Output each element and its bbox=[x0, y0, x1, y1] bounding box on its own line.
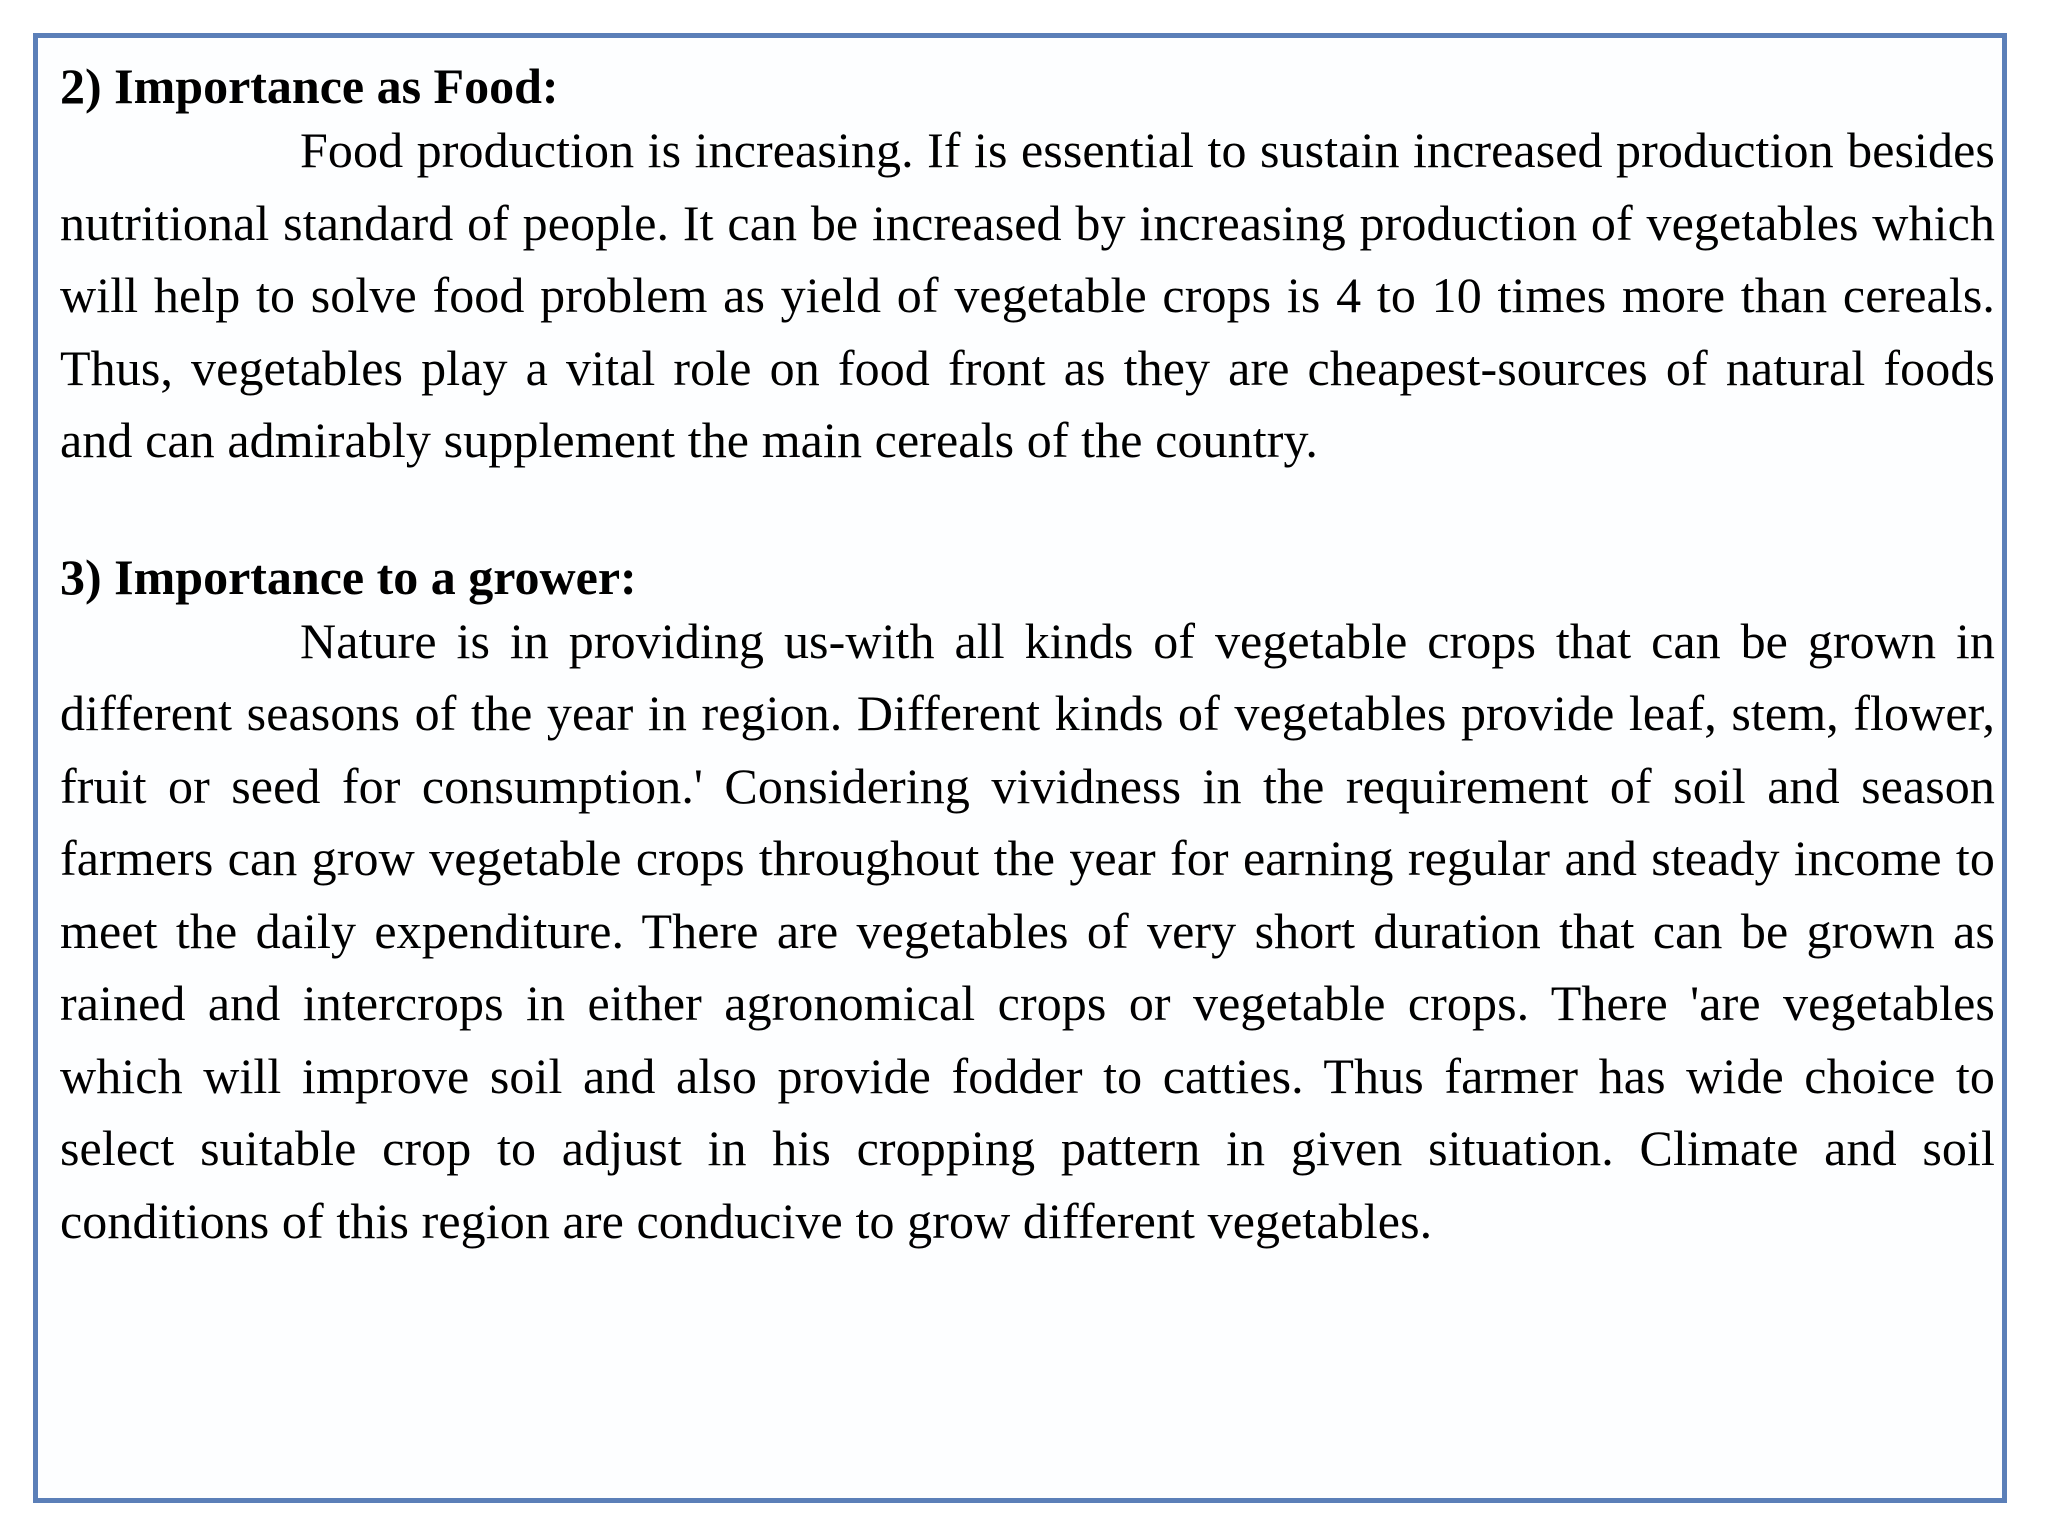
section-spacer bbox=[60, 477, 1995, 549]
document-body bbox=[60, 58, 1995, 1257]
section-importance-as-food bbox=[60, 58, 1995, 477]
document-frame bbox=[33, 33, 2007, 1503]
section-paragraph: Food production is increasing. If is essential to sustain increased production besides nutritional standard of people. It can be increased by increasing production of vegetables which will help to solve food problem as yield of vegetable crops is 4 to 10 times more than cereals. Thus, vegetables play a vital role on food front as they are cheapest-sources of natural foods and can admirably supplement the main cereals of the country. bbox=[60, 122, 1995, 468]
section-importance-to-grower bbox=[60, 549, 1995, 1258]
section-heading: 2) Importance as Food: bbox=[60, 58, 559, 114]
section-heading: 3) Importance to a grower: bbox=[60, 548, 637, 605]
section-paragraph: Nature is in providing us-with all kinds of vegetable crops that can be grown in different seasons of the year in region. Different kinds of vegetables provide leaf, stem, flower, fruit or seed for consumption.' Considering vividness in the requirement of soil and season farmers can grow vegetable crops throughout the year for earning regular and steady income to meet the daily expenditure. There are vegetables of very short duration that can be grown as rained and intercrops in either agronomical crops or vegetable crops. There 'are vegetables which will improve soil and also provide fodder to catties. Thus farmer has wide choice to select suitable crop to adjust in his cropping pattern in given situation. Climate and soil conditions of this region are conducive to grow different vegetables. bbox=[60, 612, 1995, 1249]
